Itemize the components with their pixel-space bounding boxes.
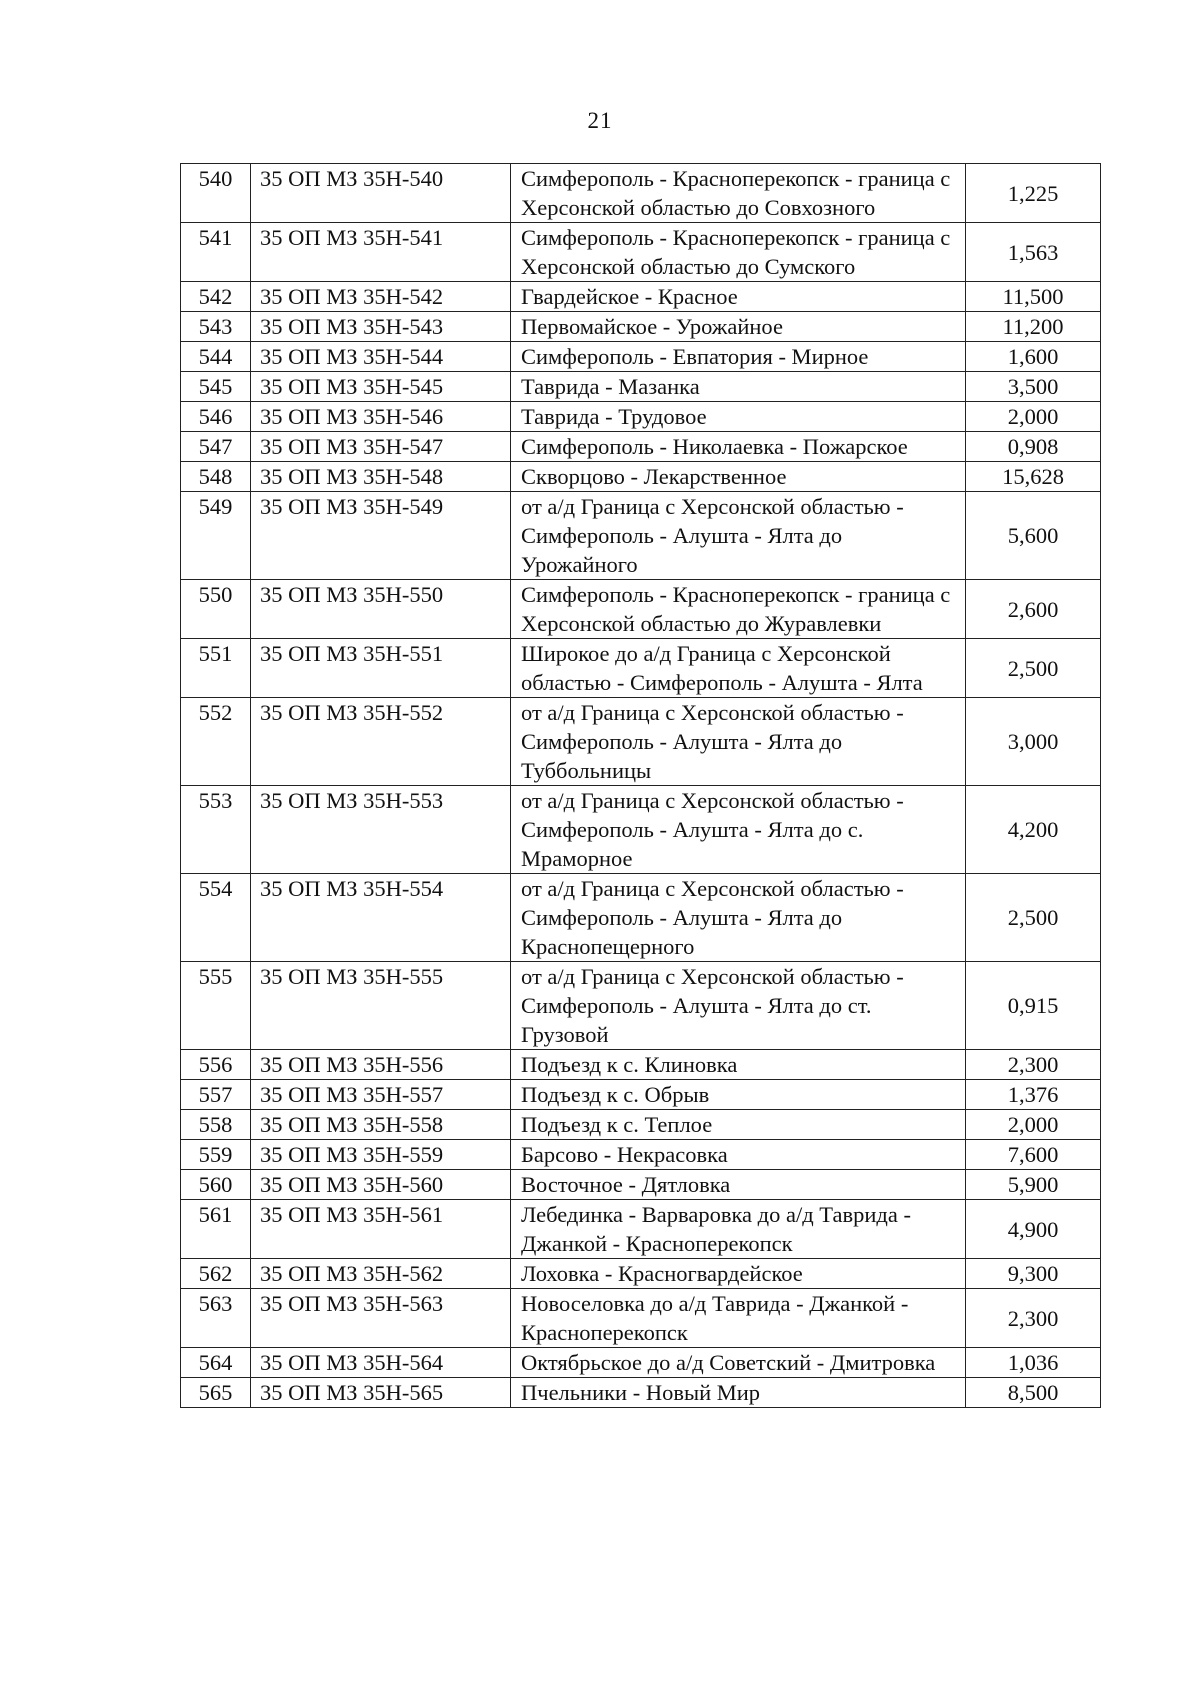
road-name-cell: Таврида - Мазанка: [511, 372, 966, 402]
row-number-cell: 556: [181, 1050, 251, 1080]
row-number-cell: 564: [181, 1348, 251, 1378]
road-length-cell: 1,225: [966, 164, 1101, 223]
road-code-cell: 35 ОП МЗ 35Н-560: [251, 1170, 511, 1200]
road-name-cell: Первомайское - Урожайное: [511, 312, 966, 342]
road-code-cell: 35 ОП МЗ 35Н-549: [251, 492, 511, 580]
road-code-cell: 35 ОП МЗ 35Н-558: [251, 1110, 511, 1140]
table-row: [181, 874, 1101, 962]
road-code-cell: 35 ОП МЗ 35Н-562: [251, 1259, 511, 1289]
road-name-cell: Симферополь - Красноперекопск - граница с Херсонской областью до Журавлевки: [511, 580, 966, 639]
row-number-cell: 542: [181, 282, 251, 312]
road-length-cell: 9,300: [966, 1259, 1101, 1289]
road-name-cell: Подъезд к с. Теплое: [511, 1110, 966, 1140]
road-code-cell: 35 ОП МЗ 35Н-565: [251, 1378, 511, 1408]
table-row: [181, 223, 1101, 282]
road-code-cell: 35 ОП МЗ 35Н-543: [251, 312, 511, 342]
road-name-cell: от а/д Граница с Херсонской областью - Симферополь - Алушта - Ялта до с. Мраморное: [511, 786, 966, 874]
table-row: [181, 580, 1101, 639]
table-row: [181, 492, 1101, 580]
table-row: [181, 342, 1101, 372]
road-name-cell: от а/д Граница с Херсонской областью - Симферополь - Алушта - Ялта до Туббольницы: [511, 698, 966, 786]
row-number-cell: 548: [181, 462, 251, 492]
road-name-cell: от а/д Граница с Херсонской областью - Симферополь - Алушта - Ялта до Краснопещерного: [511, 874, 966, 962]
row-number-cell: 560: [181, 1170, 251, 1200]
page-number: 21: [587, 108, 613, 133]
road-code-cell: 35 ОП МЗ 35Н-544: [251, 342, 511, 372]
table-row: [181, 1289, 1101, 1348]
table-row: [181, 962, 1101, 1050]
road-name-cell: Гвардейское - Красное: [511, 282, 966, 312]
road-name-cell: от а/д Граница с Херсонской областью - Симферополь - Алушта - Ялта до ст. Грузовой: [511, 962, 966, 1050]
row-number-cell: 545: [181, 372, 251, 402]
table-row: [181, 402, 1101, 432]
row-number-cell: 550: [181, 580, 251, 639]
road-length-cell: 1,600: [966, 342, 1101, 372]
road-code-cell: 35 ОП МЗ 35Н-555: [251, 962, 511, 1050]
road-code-cell: 35 ОП МЗ 35Н-561: [251, 1200, 511, 1259]
road-length-cell: 2,000: [966, 1110, 1101, 1140]
road-length-cell: 1,376: [966, 1080, 1101, 1110]
road-name-cell: Подъезд к с. Обрыв: [511, 1080, 966, 1110]
road-name-cell: Октябрьское до а/д Советский - Дмитровка: [511, 1348, 966, 1378]
row-number-cell: 549: [181, 492, 251, 580]
row-number-cell: 540: [181, 164, 251, 223]
road-length-cell: 2,600: [966, 580, 1101, 639]
road-code-cell: 35 ОП МЗ 35Н-547: [251, 432, 511, 462]
road-code-cell: 35 ОП МЗ 35Н-550: [251, 580, 511, 639]
road-name-cell: Пчельники - Новый Мир: [511, 1378, 966, 1408]
road-name-cell: от а/д Граница с Херсонской областью - Симферополь - Алушта - Ялта до Урожайного: [511, 492, 966, 580]
row-number-cell: 546: [181, 402, 251, 432]
table-row: [181, 1140, 1101, 1170]
road-code-cell: 35 ОП МЗ 35Н-556: [251, 1050, 511, 1080]
row-number-cell: 557: [181, 1080, 251, 1110]
road-name-cell: Симферополь - Евпатория - Мирное: [511, 342, 966, 372]
row-number-cell: 554: [181, 874, 251, 962]
table-row: [181, 639, 1101, 698]
row-number-cell: 558: [181, 1110, 251, 1140]
road-name-cell: Новоселовка до а/д Таврида - Джанкой - Красноперекопск: [511, 1289, 966, 1348]
row-number-cell: 561: [181, 1200, 251, 1259]
table-row: [181, 1110, 1101, 1140]
road-code-cell: 35 ОП МЗ 35Н-540: [251, 164, 511, 223]
road-name-cell: Симферополь - Красноперекопск - граница с Херсонской областью до Сумского: [511, 223, 966, 282]
road-code-cell: 35 ОП МЗ 35Н-545: [251, 372, 511, 402]
row-number-cell: 541: [181, 223, 251, 282]
row-number-cell: 543: [181, 312, 251, 342]
road-length-cell: 11,500: [966, 282, 1101, 312]
road-name-cell: Скворцово - Лекарственное: [511, 462, 966, 492]
road-length-cell: 3,000: [966, 698, 1101, 786]
road-name-cell: Барсово - Некрасовка: [511, 1140, 966, 1170]
road-length-cell: 5,900: [966, 1170, 1101, 1200]
table-row: [181, 372, 1101, 402]
road-name-cell: Симферополь - Красноперекопск - граница с Херсонской областью до Совхозного: [511, 164, 966, 223]
road-name-cell: Широкое до а/д Граница с Херсонской областью - Симферополь - Алушта - Ялта: [511, 639, 966, 698]
roads-table-body: [181, 164, 1101, 1408]
road-code-cell: 35 ОП МЗ 35Н-548: [251, 462, 511, 492]
road-name-cell: Симферополь - Николаевка - Пожарское: [511, 432, 966, 462]
road-length-cell: 2,500: [966, 639, 1101, 698]
table-row: [181, 312, 1101, 342]
road-code-cell: 35 ОП МЗ 35Н-551: [251, 639, 511, 698]
road-length-cell: 2,300: [966, 1050, 1101, 1080]
road-length-cell: 0,908: [966, 432, 1101, 462]
table-row: [181, 1170, 1101, 1200]
road-length-cell: 1,563: [966, 223, 1101, 282]
row-number-cell: 551: [181, 639, 251, 698]
table-row: [181, 1259, 1101, 1289]
road-length-cell: 3,500: [966, 372, 1101, 402]
road-length-cell: 2,000: [966, 402, 1101, 432]
road-name-cell: Лоховка - Красногвардейское: [511, 1259, 966, 1289]
road-length-cell: 5,600: [966, 492, 1101, 580]
road-length-cell: 11,200: [966, 312, 1101, 342]
row-number-cell: 547: [181, 432, 251, 462]
road-code-cell: 35 ОП МЗ 35Н-563: [251, 1289, 511, 1348]
road-name-cell: Восточное - Дятловка: [511, 1170, 966, 1200]
road-length-cell: 15,628: [966, 462, 1101, 492]
road-length-cell: 4,200: [966, 786, 1101, 874]
row-number-cell: 553: [181, 786, 251, 874]
road-code-cell: 35 ОП МЗ 35Н-546: [251, 402, 511, 432]
road-code-cell: 35 ОП МЗ 35Н-553: [251, 786, 511, 874]
table-row: [181, 1348, 1101, 1378]
row-number-cell: 559: [181, 1140, 251, 1170]
road-code-cell: 35 ОП МЗ 35Н-557: [251, 1080, 511, 1110]
table-row: [181, 786, 1101, 874]
table-row: [181, 462, 1101, 492]
row-number-cell: 544: [181, 342, 251, 372]
road-code-cell: 35 ОП МЗ 35Н-541: [251, 223, 511, 282]
road-name-cell: Лебединка - Варваровка до а/д Таврида - Джанкой - Красноперекопск: [511, 1200, 966, 1259]
row-number-cell: 565: [181, 1378, 251, 1408]
road-length-cell: 2,300: [966, 1289, 1101, 1348]
road-name-cell: Подъезд к с. Клиновка: [511, 1050, 966, 1080]
road-code-cell: 35 ОП МЗ 35Н-564: [251, 1348, 511, 1378]
road-length-cell: 7,600: [966, 1140, 1101, 1170]
road-length-cell: 2,500: [966, 874, 1101, 962]
road-length-cell: 4,900: [966, 1200, 1101, 1259]
road-length-cell: 1,036: [966, 1348, 1101, 1378]
table-row: [181, 698, 1101, 786]
road-length-cell: 8,500: [966, 1378, 1101, 1408]
table-row: [181, 1378, 1101, 1408]
road-length-cell: 0,915: [966, 962, 1101, 1050]
row-number-cell: 552: [181, 698, 251, 786]
road-code-cell: 35 ОП МЗ 35Н-554: [251, 874, 511, 962]
table-row: [181, 1050, 1101, 1080]
table-row: [181, 1200, 1101, 1259]
roads-table: [180, 163, 1101, 1408]
road-code-cell: 35 ОП МЗ 35Н-552: [251, 698, 511, 786]
table-row: [181, 282, 1101, 312]
table-row: [181, 1080, 1101, 1110]
road-code-cell: 35 ОП МЗ 35Н-559: [251, 1140, 511, 1170]
row-number-cell: 563: [181, 1289, 251, 1348]
row-number-cell: 555: [181, 962, 251, 1050]
road-code-cell: 35 ОП МЗ 35Н-542: [251, 282, 511, 312]
table-row: [181, 164, 1101, 223]
row-number-cell: 562: [181, 1259, 251, 1289]
road-name-cell: Таврида - Трудовое: [511, 402, 966, 432]
table-row: [181, 432, 1101, 462]
